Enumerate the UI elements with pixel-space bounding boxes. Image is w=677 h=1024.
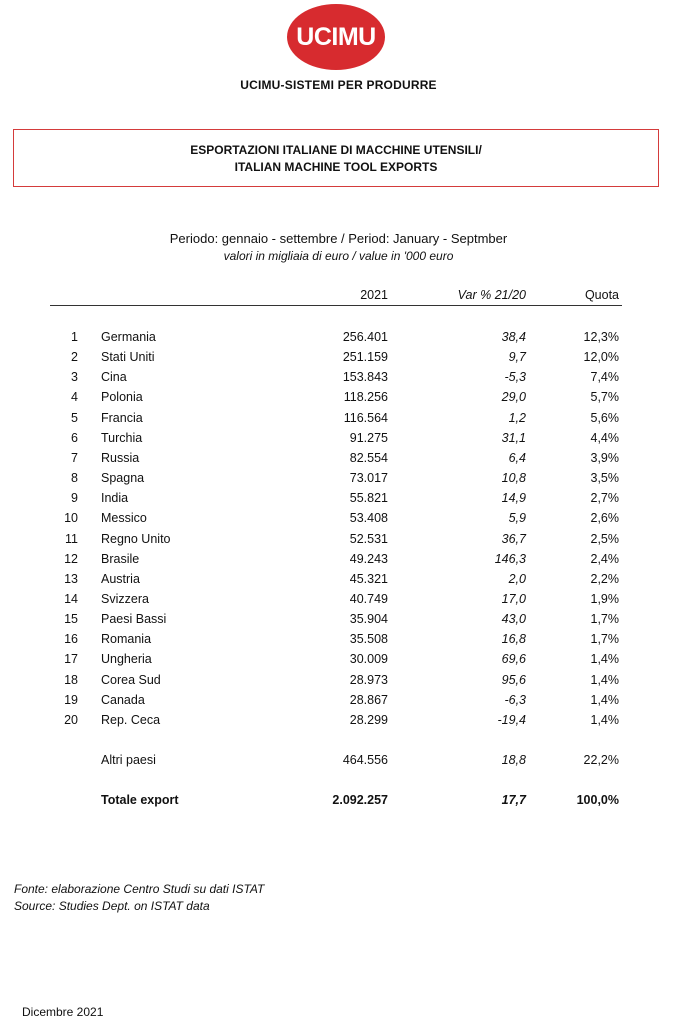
country-cell: Francia xyxy=(101,410,143,425)
country-cell: Romania xyxy=(101,632,152,647)
share-cell: 7,4% xyxy=(590,370,619,385)
share-cell: 1,4% xyxy=(590,652,619,667)
var-cell: 95,6 xyxy=(501,672,526,687)
var-cell: 10,8 xyxy=(501,471,526,486)
share-cell: 2,5% xyxy=(590,531,619,546)
share-cell: 3,5% xyxy=(590,471,619,486)
country-cell: Austria xyxy=(101,571,140,586)
rank-cell: 16 xyxy=(64,632,78,647)
table-row xyxy=(0,612,677,632)
share-cell: 2,2% xyxy=(590,571,619,586)
var-cell: 69,6 xyxy=(501,652,526,667)
var-cell: 31,1 xyxy=(501,430,526,445)
country-cell: Russia xyxy=(101,450,140,465)
table-row xyxy=(0,491,677,511)
country-cell: Spagna xyxy=(101,471,145,486)
country-cell: Svizzera xyxy=(101,591,149,606)
share-cell: 2,6% xyxy=(590,511,619,526)
rank-cell: 13 xyxy=(64,571,78,586)
others-share: 22,2% xyxy=(583,753,619,767)
var-cell: 29,0 xyxy=(501,390,526,405)
var-cell: 43,0 xyxy=(501,612,526,627)
rank-cell: 4 xyxy=(71,390,78,405)
share-cell: 4,4% xyxy=(590,430,619,445)
table-row xyxy=(0,713,677,733)
rank-cell: 9 xyxy=(71,491,78,506)
country-cell: India xyxy=(101,491,129,506)
country-cell: Stati Uniti xyxy=(101,350,155,365)
rank-cell: 1 xyxy=(71,330,78,344)
table-row xyxy=(0,411,677,431)
value-cell: 52.531 xyxy=(349,531,388,546)
table-row xyxy=(0,652,677,672)
value-cell: 73.017 xyxy=(349,471,388,486)
var-cell: 1,2 xyxy=(508,410,526,425)
share-cell: 1,4% xyxy=(590,712,619,727)
header-share: Quota xyxy=(584,288,619,302)
value-cell: 30.009 xyxy=(349,652,388,667)
total-row xyxy=(0,793,677,813)
share-cell: 1,9% xyxy=(590,591,619,606)
table-row xyxy=(0,471,677,491)
share-cell: 5,7% xyxy=(590,390,619,405)
value-cell: 28.867 xyxy=(349,692,388,707)
value-cell: 35.904 xyxy=(349,612,388,627)
table-row xyxy=(0,431,677,451)
value-cell: 55.821 xyxy=(349,491,388,506)
table-row xyxy=(0,592,677,612)
period-text: Periodo: gennaio - settembre / Period: January - Septmber xyxy=(169,231,508,246)
brand-name: UCIMU-SISTEMI PER PRODURRE xyxy=(240,78,437,92)
var-cell: -6,3 xyxy=(504,692,526,707)
ucimu-logo-badge xyxy=(287,4,385,70)
value-cell: 45.321 xyxy=(349,571,388,586)
table-row xyxy=(0,390,677,410)
country-cell: Brasile xyxy=(101,551,140,566)
var-cell: 6,4 xyxy=(508,450,526,465)
var-cell: 36,7 xyxy=(501,531,526,546)
units-text: valori in migliaia di euro / value in '000 euro xyxy=(223,249,454,263)
rank-cell: 20 xyxy=(64,712,78,727)
country-cell: Cina xyxy=(101,370,127,385)
var-cell: 9,7 xyxy=(508,350,526,365)
rank-cell: 12 xyxy=(64,551,78,566)
share-cell: 1,7% xyxy=(590,612,619,627)
source-english: Source: Studies Dept. on ISTAT data xyxy=(14,899,210,913)
others-value: 464.556 xyxy=(342,753,388,767)
country-cell: Polonia xyxy=(101,390,143,405)
var-cell: -19,4 xyxy=(497,712,526,727)
table-row xyxy=(0,673,677,693)
share-cell: 2,4% xyxy=(590,551,619,566)
source-note xyxy=(14,881,264,915)
rank-cell: 6 xyxy=(71,430,78,445)
others-label: Altri paesi xyxy=(101,753,156,767)
table-row xyxy=(0,350,677,370)
date-text: Dicembre 2021 xyxy=(22,1005,104,1019)
table-row xyxy=(0,451,677,471)
others-row xyxy=(0,753,677,773)
rank-cell: 17 xyxy=(64,652,78,667)
source-italian: Fonte: elaborazione Centro Studi su dati ISTAT xyxy=(14,882,265,896)
rank-cell: 11 xyxy=(65,531,78,546)
share-cell: 5,6% xyxy=(590,410,619,425)
rank-cell: 5 xyxy=(71,410,78,425)
title-box xyxy=(13,129,659,187)
value-cell: 53.408 xyxy=(349,511,388,526)
table-row xyxy=(0,572,677,592)
header-var: Var % 21/20 xyxy=(457,288,526,302)
var-cell: 14,9 xyxy=(501,491,526,506)
value-cell: 153.843 xyxy=(342,370,388,385)
rank-cell: 14 xyxy=(64,591,78,606)
value-cell: 251.159 xyxy=(342,350,388,365)
var-cell: 17,0 xyxy=(501,591,526,606)
value-cell: 35.508 xyxy=(349,632,388,647)
country-cell: Turchia xyxy=(101,430,143,445)
rank-cell: 10 xyxy=(64,511,78,526)
rank-cell: 2 xyxy=(71,350,78,365)
country-cell: Ungheria xyxy=(101,652,152,667)
rank-cell: 18 xyxy=(64,672,78,687)
value-cell: 116.564 xyxy=(343,410,388,425)
var-cell: 2,0 xyxy=(508,571,526,586)
value-cell: 82.554 xyxy=(349,450,388,465)
value-cell: 40.749 xyxy=(349,591,388,606)
share-cell: 1,4% xyxy=(590,672,619,687)
var-cell: 146,3 xyxy=(494,551,526,566)
table-row xyxy=(0,693,677,713)
table-row xyxy=(0,632,677,652)
others-var: 18,8 xyxy=(501,753,526,767)
value-cell: 28.973 xyxy=(349,672,388,687)
table-row xyxy=(0,511,677,531)
value-cell: 49.243 xyxy=(349,551,388,566)
country-cell: Germania xyxy=(101,330,156,344)
table-row xyxy=(0,370,677,390)
share-cell: 12,0% xyxy=(583,350,619,365)
header-rule xyxy=(50,305,622,306)
country-cell: Rep. Ceca xyxy=(101,712,161,727)
title-italian: ESPORTAZIONI ITALIANE DI MACCHINE UTENSILI/ xyxy=(190,143,482,157)
country-cell: Corea Sud xyxy=(101,672,161,687)
table-row xyxy=(0,532,677,552)
share-cell: 1,4% xyxy=(590,692,619,707)
total-value: 2.092.257 xyxy=(332,793,388,807)
rank-cell: 7 xyxy=(71,450,78,465)
value-cell: 91.275 xyxy=(349,430,388,445)
var-cell: 16,8 xyxy=(501,632,526,647)
country-cell: Canada xyxy=(101,692,145,707)
var-cell: 5,9 xyxy=(508,511,526,526)
share-cell: 2,7% xyxy=(590,491,619,506)
country-cell: Regno Unito xyxy=(101,531,171,546)
value-cell: 118.256 xyxy=(343,390,388,405)
value-cell: 256.401 xyxy=(342,330,388,344)
total-label: Totale export xyxy=(101,793,179,807)
var-cell: 38,4 xyxy=(501,330,526,344)
rank-cell: 8 xyxy=(71,471,78,486)
table-row xyxy=(0,552,677,572)
rank-cell: 3 xyxy=(71,370,78,385)
header-year: 2021 xyxy=(360,288,388,302)
total-var: 17,7 xyxy=(501,793,526,807)
share-cell: 12,3% xyxy=(583,330,619,344)
country-cell: Messico xyxy=(101,511,147,526)
rank-cell: 15 xyxy=(64,612,78,627)
table-row xyxy=(0,330,677,350)
logo-text: UCIMU xyxy=(296,22,376,51)
title-english: ITALIAN MACHINE TOOL EXPORTS xyxy=(234,160,438,174)
country-cell: Paesi Bassi xyxy=(101,612,167,627)
share-cell: 1,7% xyxy=(590,632,619,647)
value-cell: 28.299 xyxy=(349,712,388,727)
var-cell: -5,3 xyxy=(504,370,526,385)
total-share: 100,0% xyxy=(576,793,619,807)
rank-cell: 19 xyxy=(64,692,78,707)
share-cell: 3,9% xyxy=(590,450,619,465)
